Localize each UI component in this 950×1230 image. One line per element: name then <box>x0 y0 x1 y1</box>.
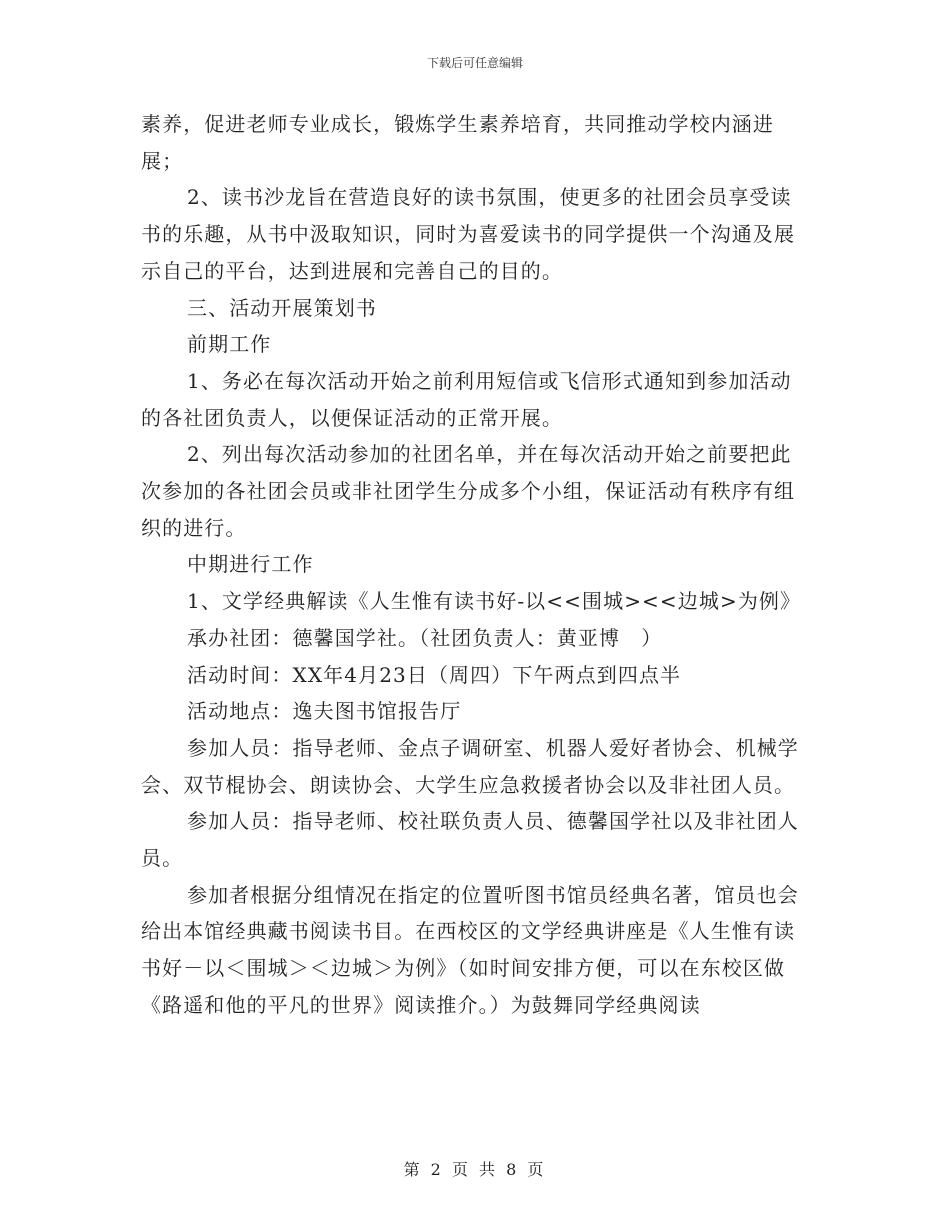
subsection-heading: 中期进行工作 <box>187 552 314 577</box>
paragraph: 2、读书沙龙旨在营造良好的读书氛围，使更多的社团会员享受读书的乐趣，从书中汲取知识，同时为喜爱读书的同学提供一个沟通及展示自己的平台，达到进展和完善自己的目的。 <box>141 185 796 283</box>
paragraph: 活动时间：XX年4月23日（周四）下午两点到四点半 <box>187 662 682 687</box>
page-footer: 第 2 页 共 8 页 <box>403 1160 547 1179</box>
paragraph: 2、列出每次活动参加的社团名单，并在每次活动开始之前要把此次参加的各社团会员或非社团学生分成多个小组，保证活动有秩序有组织的进行。 <box>141 442 796 540</box>
paragraph: 承办社团：德馨国学社。（社团负责人：黄亚博 ） <box>187 625 663 650</box>
section-heading: 三、活动开展策划书 <box>187 295 377 320</box>
paragraph: 参加人员：指导老师、金点子调研室、机器人爱好者协会、机械学会、双节棍协会、朗读协会、大学生应急救援者协会以及非社团人员。 <box>141 735 799 797</box>
paragraph: 1、务必在每次活动开始之前利用短信或飞信形式通知到参加活动的各社团负责人，以便保证活动的正常开展。 <box>141 368 792 430</box>
paragraph: 参加者根据分组情况在指定的位置听图书馆员经典名著，馆员也会给出本馆经典藏书阅读书目。在西校区的文学经典讲座是《人生惟有读书好－以＜围城＞＜边城＞为例》（如时间安排方便，可以在东校区做《路遥和他的平凡的世界》阅读推介。）为鼓舞同学经典阅读 <box>141 882 799 1017</box>
document-body <box>141 106 811 1024</box>
paragraph: 参加人员：指导老师、校社联负责人员、德馨国学社以及非社团人员。 <box>141 809 799 871</box>
paragraph: 1、文学经典解读《人生惟有读书好-以<<围城><<边城>为例》 <box>187 589 802 614</box>
page-header: 下载后可任意编辑 <box>426 56 523 70</box>
subsection-heading: 前期工作 <box>187 332 272 357</box>
paragraph: 活动地点：逸夫图书馆报告厅 <box>187 699 462 724</box>
paragraph: 素养，促进老师专业成长，锻炼学生素养培育，共同推动学校内涵进展； <box>141 112 774 173</box>
